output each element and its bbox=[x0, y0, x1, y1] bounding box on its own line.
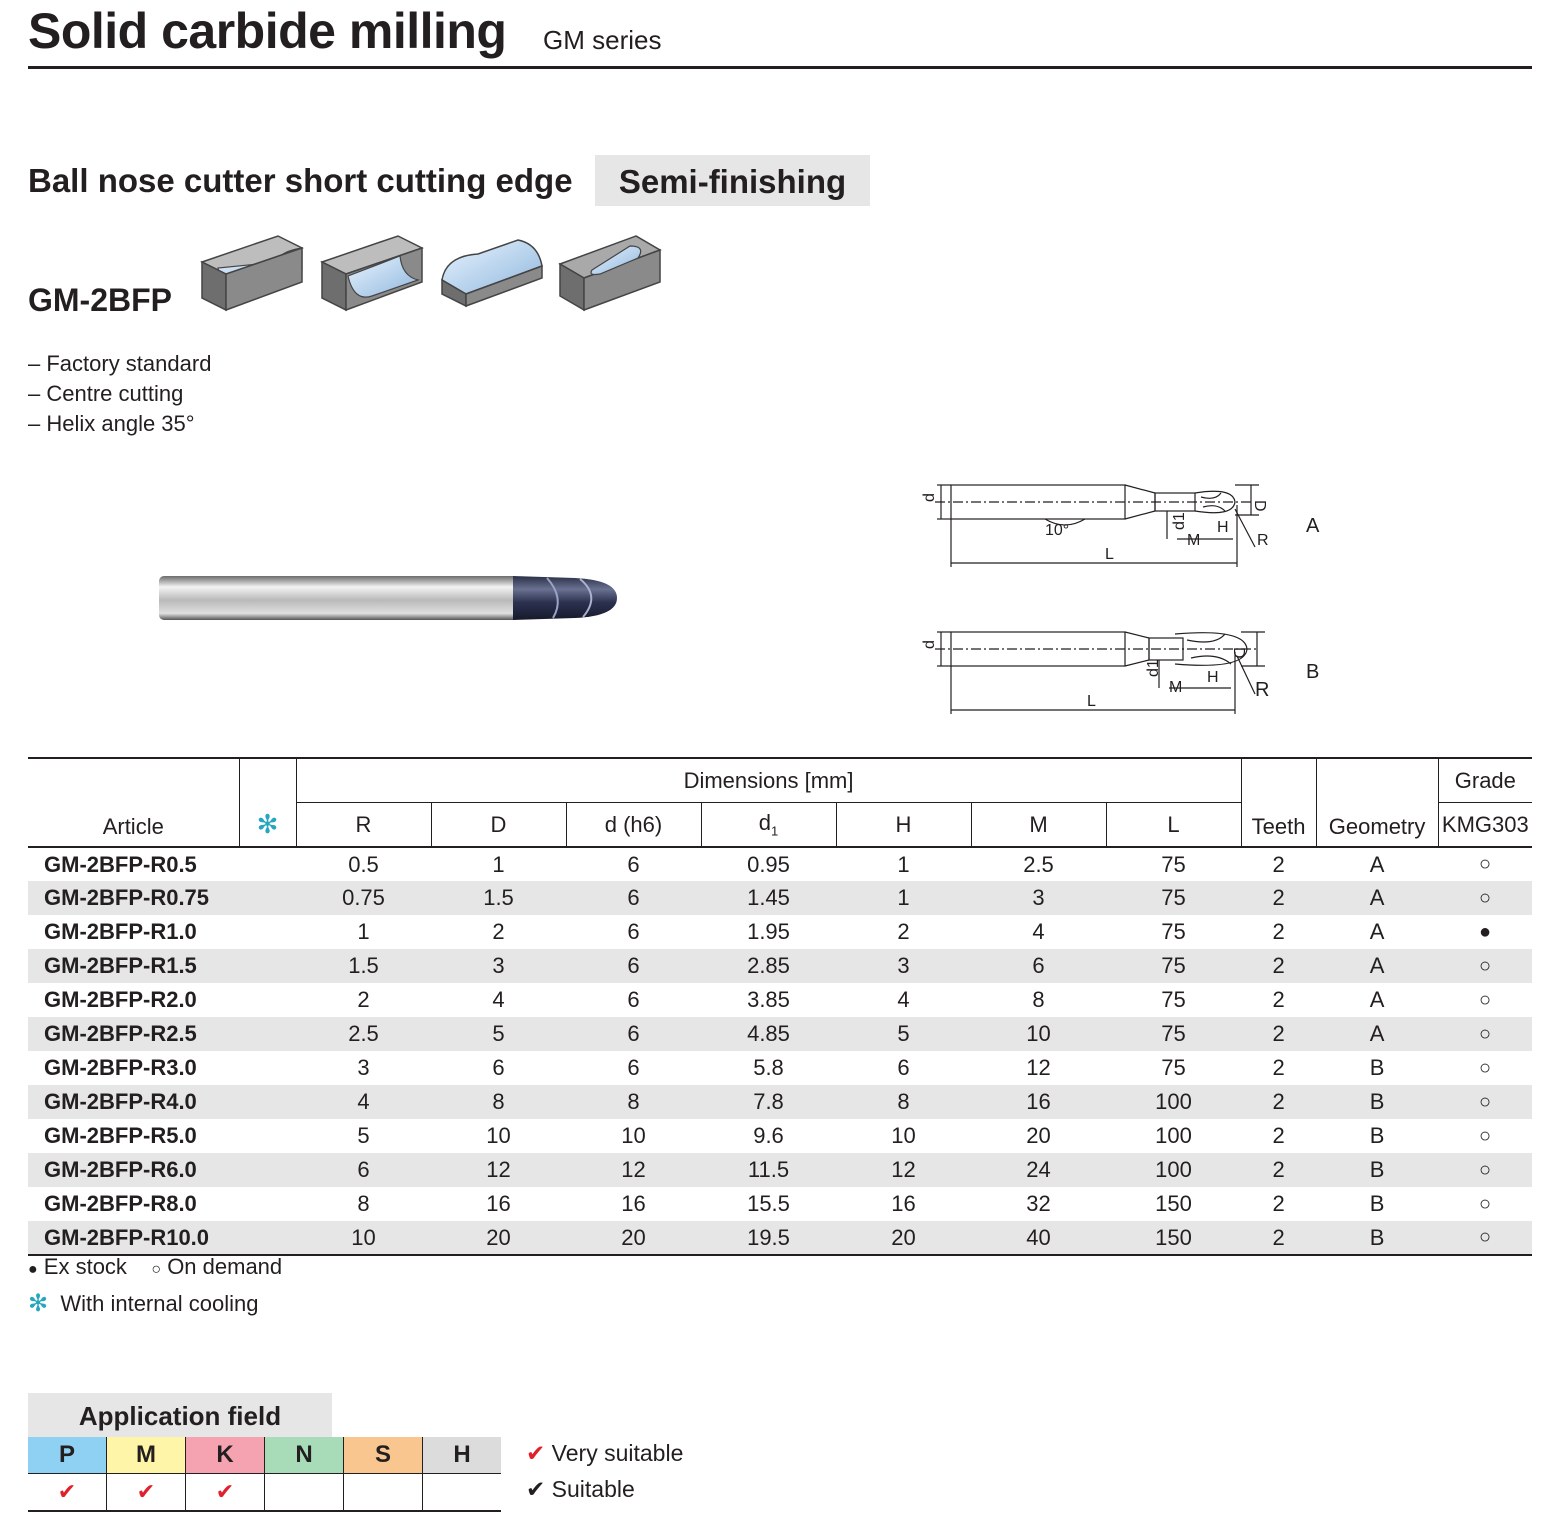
table-row bbox=[28, 1017, 1532, 1051]
suitability-check-icon: ✔ bbox=[28, 1474, 107, 1512]
dim-cell-m: 12 bbox=[1026, 1055, 1051, 1080]
table-row bbox=[28, 949, 1532, 983]
grade-cell: ○ bbox=[1479, 1226, 1492, 1248]
grade-cell: ○ bbox=[1479, 1158, 1492, 1181]
feature-list bbox=[28, 349, 211, 439]
material-m: M bbox=[107, 1437, 186, 1474]
col-header-l: L bbox=[1106, 803, 1241, 848]
series-subtitle: GM series bbox=[543, 25, 662, 55]
table-row bbox=[28, 1119, 1532, 1153]
dim-cell-l: 75 bbox=[1161, 1021, 1186, 1046]
dim-cell-h: 4 bbox=[897, 987, 910, 1012]
title-divider bbox=[28, 66, 1532, 69]
dim-cell-d1: 11.5 bbox=[747, 1157, 790, 1182]
suitability-check-icon: ✔ bbox=[107, 1474, 186, 1512]
cooling-cell bbox=[239, 915, 296, 949]
col-header-grade-kmg303: KMG303 bbox=[1438, 803, 1532, 848]
section-title: Ball nose cutter short cutting edge bbox=[28, 162, 573, 199]
dim-label: d1 bbox=[1145, 659, 1162, 677]
cooling-cell bbox=[239, 983, 296, 1017]
dim-cell-d: 3 bbox=[492, 953, 505, 978]
dim-cell-m: 10 bbox=[1026, 1021, 1051, 1046]
dim-cell-h: 6 bbox=[897, 1055, 910, 1080]
dim-cell-m: 20 bbox=[1026, 1123, 1051, 1148]
dim-label: D bbox=[1230, 647, 1247, 659]
d1-base: d bbox=[758, 810, 771, 836]
col-header-r: R bbox=[296, 803, 431, 848]
table-row bbox=[28, 915, 1532, 949]
geometry-label-a: A bbox=[1306, 515, 1320, 537]
cooling-cell bbox=[239, 1119, 296, 1153]
cooling-cell bbox=[239, 881, 296, 915]
dim-cell-h: 16 bbox=[891, 1191, 916, 1216]
dim-cell-d1: 3.85 bbox=[747, 987, 790, 1012]
red-check-icon: ✔ bbox=[526, 1440, 546, 1466]
grade-cell: ○ bbox=[1479, 988, 1492, 1011]
dim-cell-h: 1 bbox=[897, 885, 910, 910]
feature-item: – Centre cutting bbox=[28, 381, 184, 406]
page-title: Solid carbide milling bbox=[28, 3, 507, 59]
dim-cell-l: 150 bbox=[1155, 1224, 1192, 1250]
dim-cell-d: 5 bbox=[492, 1021, 505, 1046]
teeth-cell: 2 bbox=[1272, 919, 1285, 944]
dim-label: M bbox=[1187, 532, 1201, 549]
teeth-cell: 2 bbox=[1272, 1055, 1285, 1080]
article-cell: GM-2BFP-R4.0 bbox=[44, 1089, 197, 1114]
suitability-check-icon: ✔ bbox=[186, 1474, 265, 1512]
application-field-title: Application field bbox=[28, 1393, 332, 1437]
dim-cell-d1: 2.85 bbox=[747, 953, 790, 978]
dim-label: L bbox=[1087, 693, 1096, 710]
very-suitable-legend bbox=[526, 1440, 683, 1467]
material-k: K bbox=[186, 1437, 265, 1474]
dim-cell-d: 16 bbox=[621, 1191, 646, 1216]
dim-cell-l: 75 bbox=[1161, 919, 1186, 944]
dim-cell-d: 6 bbox=[627, 987, 640, 1012]
dim-label: d bbox=[921, 640, 938, 649]
material-n: N bbox=[265, 1437, 344, 1474]
dim-cell-l: 100 bbox=[1155, 1089, 1192, 1114]
grade-cell: ● bbox=[1479, 920, 1492, 943]
table-row bbox=[28, 881, 1532, 915]
teeth-cell: 2 bbox=[1272, 1089, 1285, 1114]
geometry-cell: A bbox=[1369, 851, 1385, 877]
cooling-legend bbox=[28, 1289, 258, 1318]
dim-cell-d1: 7.8 bbox=[753, 1089, 784, 1114]
geometry-cell: B bbox=[1369, 1157, 1385, 1182]
geometry-cell: A bbox=[1369, 987, 1385, 1012]
article-cell: GM-2BFP-R6.0 bbox=[44, 1157, 197, 1182]
teeth-cell: 2 bbox=[1272, 851, 1285, 877]
col-header-d-h6: d (h6) bbox=[566, 803, 701, 848]
cooling-label: With internal cooling bbox=[60, 1291, 259, 1316]
article-cell: GM-2BFP-R3.0 bbox=[44, 1055, 197, 1080]
dim-cell-m: 3 bbox=[1032, 885, 1045, 910]
pocket-block-icon bbox=[560, 236, 660, 310]
ex-stock-label: Ex stock bbox=[43, 1254, 127, 1279]
dim-cell-r: 6 bbox=[357, 1157, 370, 1182]
snowflake-icon: ✻ bbox=[28, 1290, 49, 1317]
article-cell: GM-2BFP-R0.5 bbox=[44, 851, 197, 877]
grade-cell: ○ bbox=[1479, 1090, 1492, 1113]
dim-cell-m: 40 bbox=[1026, 1224, 1051, 1250]
dim-cell-h: 12 bbox=[891, 1157, 916, 1182]
dim-cell-d: 6 bbox=[627, 919, 640, 944]
material-p: P bbox=[28, 1437, 107, 1474]
ex-stock-symbol: ● bbox=[28, 1261, 38, 1278]
angle-label: 10° bbox=[1045, 522, 1070, 539]
teeth-cell: 2 bbox=[1272, 1123, 1285, 1148]
dim-cell-d: 8 bbox=[627, 1089, 640, 1114]
workpiece-shapes bbox=[198, 232, 668, 317]
dim-cell-d1: 4.85 bbox=[747, 1021, 790, 1046]
dim-cell-d1: 1.95 bbox=[747, 919, 790, 944]
dim-cell-d1: 5.8 bbox=[753, 1055, 784, 1080]
dim-cell-m: 4 bbox=[1032, 919, 1045, 944]
dim-cell-d: 12 bbox=[486, 1157, 511, 1182]
col-header-grade: Grade bbox=[1438, 758, 1532, 803]
cooling-cell bbox=[239, 1187, 296, 1221]
dim-cell-d: 6 bbox=[492, 1055, 505, 1080]
table-row bbox=[28, 1051, 1532, 1085]
dimension-drawing-b bbox=[915, 622, 1275, 722]
dim-cell-h: 10 bbox=[891, 1123, 916, 1148]
dim-cell-d: 10 bbox=[486, 1123, 511, 1148]
cooling-cell bbox=[239, 847, 296, 881]
article-cell: GM-2BFP-R1.0 bbox=[44, 919, 197, 944]
suitability-check-icon bbox=[344, 1474, 423, 1512]
profile-block-icon bbox=[442, 240, 542, 306]
specification-table bbox=[28, 757, 1532, 1256]
dim-cell-d: 4 bbox=[492, 987, 505, 1012]
dim-cell-r: 0.5 bbox=[348, 851, 379, 877]
cooling-cell bbox=[239, 1153, 296, 1187]
dim-cell-d: 8 bbox=[492, 1089, 505, 1114]
cooling-cell bbox=[239, 949, 296, 983]
dim-cell-m: 24 bbox=[1026, 1157, 1051, 1182]
feature-item: – Helix angle 35° bbox=[28, 411, 195, 436]
dim-label: d1 bbox=[1171, 512, 1188, 530]
dim-label: H bbox=[1207, 669, 1219, 686]
geometry-cell: A bbox=[1369, 953, 1385, 978]
geometry-cell: B bbox=[1369, 1123, 1385, 1148]
dim-cell-d: 2 bbox=[492, 919, 505, 944]
article-cell: GM-2BFP-R8.0 bbox=[44, 1191, 197, 1216]
dim-cell-d: 10 bbox=[621, 1123, 646, 1148]
dim-cell-l: 100 bbox=[1155, 1157, 1192, 1182]
col-header-m: M bbox=[971, 803, 1106, 848]
dimension-drawing-a bbox=[915, 475, 1275, 575]
suitability-check-icon bbox=[423, 1474, 502, 1512]
dim-cell-l: 75 bbox=[1161, 885, 1186, 910]
grade-cell: ○ bbox=[1479, 853, 1492, 875]
col-header-geometry: Geometry bbox=[1316, 758, 1438, 847]
table-row bbox=[28, 1085, 1532, 1119]
col-header-article: Article bbox=[28, 758, 239, 847]
dim-cell-m: 32 bbox=[1026, 1191, 1051, 1216]
dim-cell-d: 20 bbox=[486, 1224, 511, 1250]
dim-cell-d1: 15.5 bbox=[747, 1191, 790, 1216]
dim-cell-r: 1.5 bbox=[348, 953, 379, 978]
dim-cell-d: 16 bbox=[486, 1191, 511, 1216]
grade-cell: ○ bbox=[1479, 1124, 1492, 1147]
material-s: S bbox=[344, 1437, 423, 1474]
dim-cell-r: 10 bbox=[351, 1224, 376, 1250]
grade-cell: ○ bbox=[1479, 886, 1492, 909]
dim-cell-h: 3 bbox=[897, 953, 910, 978]
teeth-cell: 2 bbox=[1272, 987, 1285, 1012]
table-row bbox=[28, 1187, 1532, 1221]
dim-cell-m: 2.5 bbox=[1023, 851, 1054, 877]
col-header-d-big: D bbox=[431, 803, 566, 848]
slot-block-icon bbox=[322, 236, 422, 310]
grade-cell: ○ bbox=[1479, 954, 1492, 977]
geometry-cell: A bbox=[1369, 1021, 1385, 1046]
feature-item: – Factory standard bbox=[28, 351, 212, 376]
teeth-cell: 2 bbox=[1272, 1191, 1285, 1216]
dim-cell-d: 6 bbox=[627, 1021, 640, 1046]
dim-cell-h: 5 bbox=[897, 1021, 910, 1046]
geometry-cell: B bbox=[1369, 1191, 1385, 1216]
operation-badge: Semi-finishing bbox=[595, 155, 870, 206]
dim-cell-d1: 19.5 bbox=[747, 1224, 790, 1250]
model-name: GM-2BFP bbox=[28, 282, 172, 318]
col-header-h: H bbox=[836, 803, 971, 848]
dim-cell-r: 1 bbox=[357, 919, 370, 944]
dim-label: R bbox=[1257, 532, 1269, 549]
dim-cell-d: 1.5 bbox=[483, 885, 514, 910]
very-suitable-label: Very suitable bbox=[551, 1440, 684, 1466]
suitable-label: Suitable bbox=[551, 1476, 635, 1502]
ball-nose-cutter-image bbox=[155, 568, 625, 628]
dim-label: R bbox=[1255, 679, 1270, 701]
dim-cell-l: 75 bbox=[1161, 1055, 1186, 1080]
dim-cell-h: 8 bbox=[897, 1089, 910, 1114]
snowflake-icon: ✻ bbox=[239, 758, 296, 847]
dim-cell-h: 20 bbox=[891, 1224, 916, 1250]
dim-cell-d: 1 bbox=[492, 851, 505, 877]
dim-cell-l: 75 bbox=[1161, 987, 1186, 1012]
dim-cell-r: 8 bbox=[357, 1191, 370, 1216]
cooling-cell bbox=[239, 1051, 296, 1085]
dim-cell-d1: 0.95 bbox=[747, 851, 790, 877]
dim-cell-h: 1 bbox=[897, 851, 910, 877]
dim-cell-r: 5 bbox=[357, 1123, 370, 1148]
grade-cell: ○ bbox=[1479, 1022, 1492, 1045]
dim-cell-d1: 1.45 bbox=[747, 885, 790, 910]
col-header-teeth: Teeth bbox=[1241, 758, 1316, 847]
dim-label: M bbox=[1169, 679, 1183, 696]
dim-label: H bbox=[1217, 519, 1229, 536]
cooling-cell bbox=[239, 1017, 296, 1051]
dim-cell-d: 6 bbox=[627, 851, 640, 877]
dim-cell-d: 12 bbox=[621, 1157, 646, 1182]
article-cell: GM-2BFP-R10.0 bbox=[44, 1224, 210, 1250]
grade-cell: ○ bbox=[1479, 1192, 1492, 1215]
dim-cell-d1: 9.6 bbox=[753, 1123, 784, 1148]
dim-cell-m: 6 bbox=[1032, 953, 1045, 978]
grade-cell: ○ bbox=[1479, 1056, 1492, 1079]
dim-cell-r: 3 bbox=[357, 1055, 370, 1080]
dim-cell-l: 100 bbox=[1155, 1123, 1192, 1148]
dim-cell-l: 75 bbox=[1161, 953, 1186, 978]
teeth-cell: 2 bbox=[1272, 1224, 1285, 1250]
dim-cell-r: 2 bbox=[357, 987, 370, 1012]
table-row bbox=[28, 847, 1532, 881]
dim-cell-r: 0.75 bbox=[342, 885, 385, 910]
dim-cell-l: 150 bbox=[1155, 1191, 1192, 1216]
article-cell: GM-2BFP-R2.5 bbox=[44, 1021, 197, 1046]
teeth-cell: 2 bbox=[1272, 1021, 1285, 1046]
dim-label: d bbox=[921, 493, 938, 502]
dim-cell-l: 75 bbox=[1161, 851, 1186, 877]
geometry-cell: B bbox=[1369, 1224, 1385, 1250]
d1-subscript: 1 bbox=[771, 823, 779, 839]
table-row bbox=[28, 1221, 1532, 1255]
table-row bbox=[28, 1153, 1532, 1187]
col-header-d1 bbox=[701, 803, 836, 848]
black-check-icon: ✔ bbox=[526, 1476, 546, 1502]
dim-cell-r: 4 bbox=[357, 1089, 370, 1114]
article-cell: GM-2BFP-R1.5 bbox=[44, 953, 197, 978]
col-header-dimensions: Dimensions [mm] bbox=[296, 758, 1241, 803]
cooling-cell bbox=[239, 1085, 296, 1119]
article-cell: GM-2BFP-R2.0 bbox=[44, 987, 197, 1012]
teeth-cell: 2 bbox=[1272, 953, 1285, 978]
table-row bbox=[28, 983, 1532, 1017]
dim-cell-d: 6 bbox=[627, 953, 640, 978]
geometry-cell: A bbox=[1369, 919, 1385, 944]
article-cell: GM-2BFP-R0.75 bbox=[44, 885, 210, 910]
dim-cell-r: 2.5 bbox=[348, 1021, 379, 1046]
cooling-cell bbox=[239, 1221, 296, 1255]
on-demand-label: On demand bbox=[167, 1254, 283, 1279]
geometry-cell: B bbox=[1369, 1055, 1385, 1080]
geometry-label-b: B bbox=[1306, 661, 1320, 683]
teeth-cell: 2 bbox=[1272, 1157, 1285, 1182]
dim-label: D bbox=[1251, 500, 1268, 512]
suitable-legend bbox=[526, 1476, 635, 1503]
dim-cell-m: 16 bbox=[1026, 1089, 1051, 1114]
on-demand-symbol: ○ bbox=[151, 1261, 162, 1278]
dim-cell-d: 20 bbox=[621, 1224, 646, 1250]
dim-cell-d: 6 bbox=[627, 885, 640, 910]
shoulder-block-icon bbox=[202, 236, 302, 310]
suitability-check-icon bbox=[265, 1474, 344, 1512]
teeth-cell: 2 bbox=[1272, 885, 1285, 910]
dim-cell-m: 8 bbox=[1032, 987, 1045, 1012]
geometry-cell: B bbox=[1369, 1089, 1385, 1114]
article-cell: GM-2BFP-R5.0 bbox=[44, 1123, 197, 1148]
dim-cell-d: 6 bbox=[627, 1055, 640, 1080]
dim-label: L bbox=[1105, 546, 1114, 563]
material-h: H bbox=[423, 1437, 502, 1474]
dim-cell-h: 2 bbox=[897, 919, 910, 944]
geometry-cell: A bbox=[1369, 885, 1385, 910]
application-field-table bbox=[28, 1437, 501, 1512]
stock-legend bbox=[28, 1254, 282, 1280]
